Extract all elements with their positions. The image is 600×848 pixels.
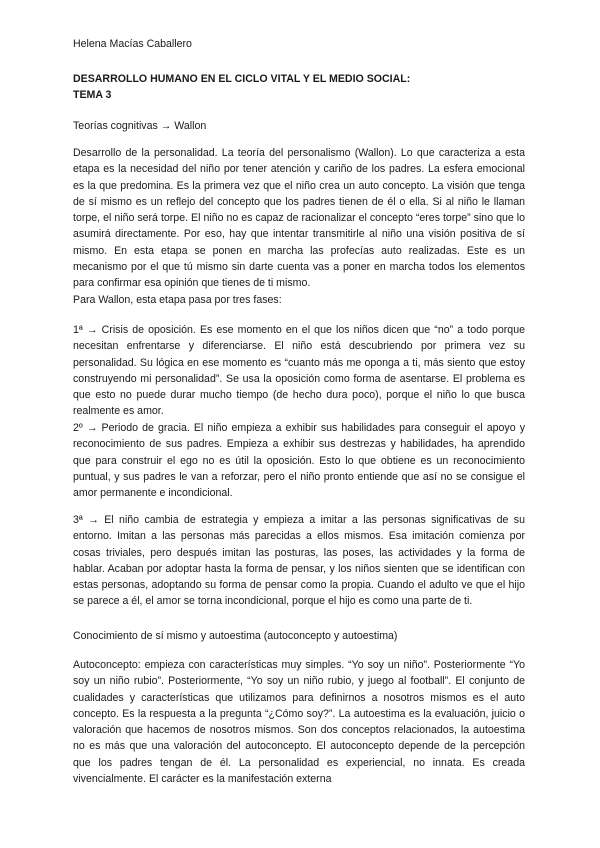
- paragraph-fase-1: [73, 322, 525, 420]
- paragraph-autoconcepto: [73, 657, 525, 787]
- title-line-1: DESARROLLO HUMANO EN EL CICLO VITAL Y EL MEDIO SOCIAL:: [73, 73, 411, 85]
- paragraph-text: 1ª → Crisis de oposición. Es ese momento en el que los niños dicen que “no” a todo porque necesitan enfrentarse y diferenciarse. El niño está descubriendo por primera vez su personalidad. Su lógica en ese momento es “cuanto más me oponga a ti, más siento que estoy construyendo mi personalidad”. Se usa la oposición como forma de asentarse. El problema es que esto no puede durar mucho tiempo (de hecho dura poco), porque el niño lo que busca realmente es amor.: [73, 324, 525, 418]
- paragraph-text: Desarrollo de la personalidad. La teoría del personalismo (Wallon). Lo que caracteriza a esta etapa es la necesidad del niño por tener atención y cariño de los padres. La esfera emocional es la que predomina. Es la primera vez que el niño crea un auto concepto. La visión que tenga de sí mismo es un reflejo del concepto que los padres tienen de él o ella. Si al niño le llaman torpe, el niño será torpe. El niño no es capaz de racionalizar el concepto “eres torpe” sino que lo asumirá directamente. Por eso, hay que intentar transmitirle al niño una visión positiva de sí mismo. En esta etapa se ponen en marcha las profecías auto realizadas. Este es un mecanismo por el que tú mismo sin darte cuenta vas a poner en marcha todos los elementos para confirmar esa opinión que tienes de ti mismo.: [73, 147, 525, 290]
- paragraph-text: Autoconcepto: empieza con características muy simples. “Yo soy un niño”. Posteriormente “Yo soy un niño rubio”. Posteriormente, “Yo soy un niño rubio, y juego al football”. El conjunto de cualidades y características que utilizamos para definirnos a nosotros mismos es el auto concepto. Es la respuesta a la pregunta “¿Cómo soy?”. La autoestima es la evaluación, juicio o valoración que hacemos de nosotros mismos. Son dos conceptos relacionados, la autoestima no es más que una valoración del autoconcepto. El autoconcepto depende de la percepción que los padres tengan de él. La personalidad es experiencial, no innata. Es creada vivencialmente. El carácter es la manifestación externa: [73, 659, 525, 786]
- paragraph-fase-3: [73, 512, 525, 610]
- document-title: [73, 71, 533, 104]
- paragraph-text: 3ª → El niño cambia de estrategia y empieza a imitar a las personas significativas de su entorno. Imitan a las personas más parecidas a ellos mismos. Esa imitación comienza por cosas triviales, pero después imitan las posturas, las poses, las actividades y la forma de hablar. Acaban por adoptar hasta la forma de pensar, y los niños sienten que se identifican con estas personas, adoptando su forma de pensar como la propia. Cuando el adulto ve que el hijo se parece a él, el amor se torna incondicional, porque el hijo es como una parte de ti.: [73, 514, 525, 608]
- paragraph-text: 2º → Periodo de gracia. El niño empieza a exhibir sus habilidades para conseguir el apoyo y reconocimiento de sus padres. Empieza a exhibir sus destrezas y habilidades, ha aprendido que para construir el ego no es útil la oposición. Esto lo que obtiene es un reconocimiento puntual, y sus padres le van a reforzar, pero el niño pronto entiende que así no se consigue el amor permanente e incondicional.: [73, 422, 525, 500]
- paragraph-tres-fases: [73, 292, 525, 308]
- paragraph-text: Para Wallon, esta etapa pasa por tres fases:: [73, 294, 282, 306]
- paragraph-fase-2: [73, 420, 525, 501]
- section-heading-wallon: Teorías cognitivas → Wallon: [73, 120, 207, 132]
- paragraph-personalidad: [73, 145, 525, 292]
- section-heading-autoconcepto: Conocimiento de sí mismo y autoestima (autoconcepto y autoestima): [73, 630, 398, 642]
- author-name: Helena Macías Caballero: [73, 38, 192, 50]
- title-line-2: TEMA 3: [73, 89, 112, 102]
